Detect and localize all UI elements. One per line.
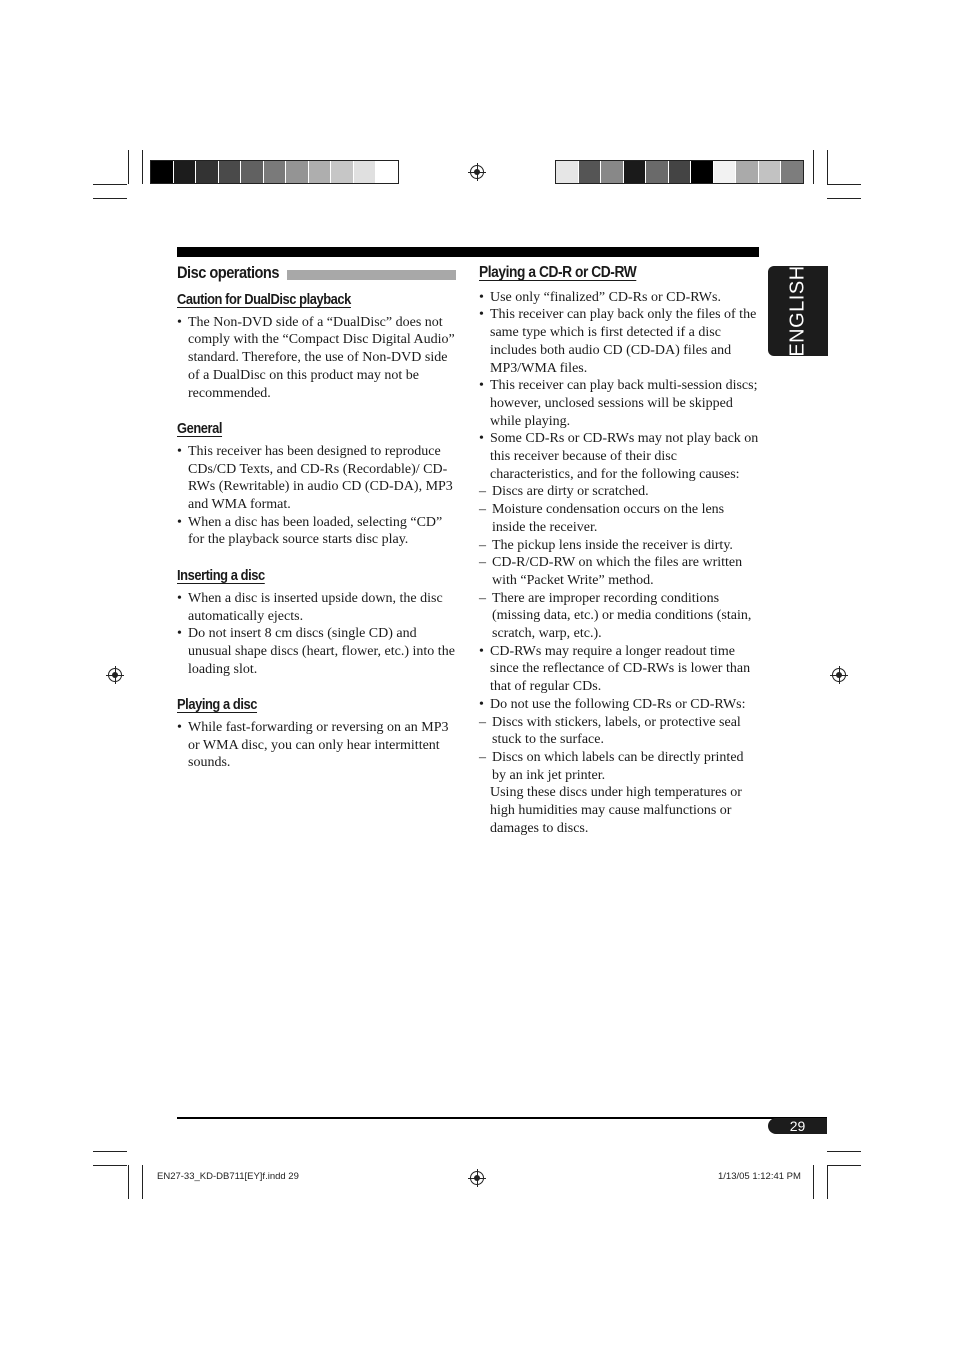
crop-mark	[93, 184, 127, 185]
header-rule	[177, 247, 759, 257]
list-item: • CD-RWs may require a longer readout time since the reflectance of CD-RWs is lower than that of regular CDs.	[479, 643, 761, 696]
crop-mark	[128, 1165, 129, 1199]
sub-list-item: – There are improper recording conditions (missing data, etc.) or media conditions (stain, scratch, warp, etc.).	[479, 590, 761, 643]
color-swatch	[669, 161, 692, 183]
color-swatch	[646, 161, 669, 183]
color-calibration-strip-left	[150, 160, 399, 184]
color-swatch	[151, 161, 174, 183]
footer-rule	[177, 1117, 827, 1119]
registration-mark-icon	[832, 668, 846, 682]
color-swatch	[219, 161, 242, 183]
list-item: • Use only “finalized” CD-Rs or CD-RWs.	[479, 289, 761, 307]
sub-list-item: – The pickup lens inside the receiver is dirty.	[479, 537, 761, 555]
color-swatch	[331, 161, 354, 183]
general-list	[177, 443, 457, 549]
language-tab-label: ENGLISH	[786, 265, 809, 357]
color-swatch	[264, 161, 287, 183]
avoid-intro: • Do not use the following CD-Rs or CD-RWs:	[490, 696, 746, 712]
crop-mark	[813, 150, 814, 184]
cdr-heading: Playing a CD-R or CD-RW	[479, 264, 637, 281]
causes-intro: • Some CD-Rs or CD-RWs may not play back on this receiver because of their disc characteristics, and for the following causes:	[490, 431, 759, 482]
registration-mark-icon	[470, 165, 484, 179]
registration-mark-icon	[108, 668, 122, 682]
color-swatch	[376, 161, 398, 183]
list-item: • While fast-forwarding or reversing on an MP3 or WMA disc, you can only hear intermittent sounds.	[177, 719, 457, 772]
right-column	[479, 264, 761, 838]
crop-mark	[142, 150, 143, 184]
playing-list	[177, 719, 457, 772]
color-swatch	[714, 161, 737, 183]
general-heading: General	[177, 420, 223, 438]
slug-date: 1/13/05 1:12:41 PM	[718, 1171, 801, 1182]
crop-mark	[93, 1151, 127, 1152]
crop-mark	[128, 150, 129, 184]
color-swatch	[556, 161, 579, 183]
crop-mark	[827, 198, 861, 199]
caution-list	[177, 314, 457, 403]
registration-mark-icon	[470, 1171, 484, 1185]
list-item	[479, 696, 761, 838]
color-swatch	[241, 161, 264, 183]
crop-mark	[93, 1165, 127, 1166]
crop-mark	[827, 1151, 861, 1152]
color-swatch	[601, 161, 624, 183]
sub-list-item: – Moisture condensation occurs on the lens inside the receiver.	[479, 501, 761, 536]
inserting-heading: Inserting a disc	[177, 567, 265, 585]
page-number: 29	[768, 1118, 827, 1134]
list-item: • The Non-DVD side of a “DualDisc” does not comply with the “Compact Disc Digital Audio” standard. Therefore, the use of Non-DVD side of a DualDisc on this product may not be recommended.	[177, 314, 457, 403]
language-tab	[768, 266, 828, 356]
crop-mark	[93, 198, 127, 199]
caution-heading: Caution for DualDisc playback	[177, 291, 351, 308]
color-swatch	[579, 161, 602, 183]
list-item: • This receiver can play back only the files of the same type which is first detected if a disc includes both audio CD (CD-DA) files and MP3/WMA files.	[479, 306, 761, 377]
sub-list-item: – Discs with stickers, labels, or protective seal stuck to the surface.	[479, 714, 761, 749]
playing-heading: Playing a disc	[177, 696, 258, 714]
color-swatch	[196, 161, 219, 183]
section-title-row	[177, 264, 457, 286]
list-item: • When a disc has been loaded, selecting “CD” for the playback source starts disc play.	[177, 514, 457, 549]
slug-filename: EN27-33_KD-DB711[EY]f.indd 29	[157, 1171, 299, 1182]
left-column	[177, 264, 457, 772]
crop-mark	[827, 1165, 861, 1166]
avoid-note: Using these discs under high temperatures or high humidities may cause malfunctions or damages to discs.	[490, 785, 742, 836]
list-item	[479, 430, 761, 642]
section-title: Disc operations	[177, 263, 279, 282]
color-swatch	[309, 161, 332, 183]
color-swatch	[759, 161, 782, 183]
inserting-list	[177, 590, 457, 679]
color-swatch	[691, 161, 714, 183]
crop-mark	[827, 150, 828, 184]
color-swatch	[286, 161, 309, 183]
crop-mark	[813, 1165, 814, 1199]
cdr-list	[479, 289, 761, 838]
color-swatch	[174, 161, 197, 183]
color-swatch	[624, 161, 647, 183]
crop-mark	[827, 1165, 828, 1199]
color-swatch	[781, 161, 803, 183]
color-swatch	[736, 161, 759, 183]
list-item: • This receiver has been designed to reproduce CDs/CD Texts, and CD-Rs (Recordable)/ CD-RWs (Rewritable) in audio CD (CD-DA), MP3 and WMA format.	[177, 443, 457, 514]
list-item: • Do not insert 8 cm discs (single CD) and unusual shape discs (heart, flower, etc.) into the loading slot.	[177, 625, 457, 678]
crop-mark	[142, 1165, 143, 1199]
crop-mark	[827, 184, 861, 185]
color-swatch	[354, 161, 377, 183]
section-title-bar	[287, 270, 456, 280]
sub-list-item: – CD-R/CD-RW on which the files are written with “Packet Write” method.	[479, 554, 761, 589]
sub-list-item: – Discs are dirty or scratched.	[479, 483, 761, 501]
sub-list-item: – Discs on which labels can be directly printed by an ink jet printer.	[479, 749, 761, 784]
list-item: • This receiver can play back multi-session discs; however, unclosed sessions will be skipped while playing.	[479, 377, 761, 430]
list-item: • When a disc is inserted upside down, the disc automatically ejects.	[177, 590, 457, 625]
color-calibration-strip-right	[555, 160, 804, 184]
